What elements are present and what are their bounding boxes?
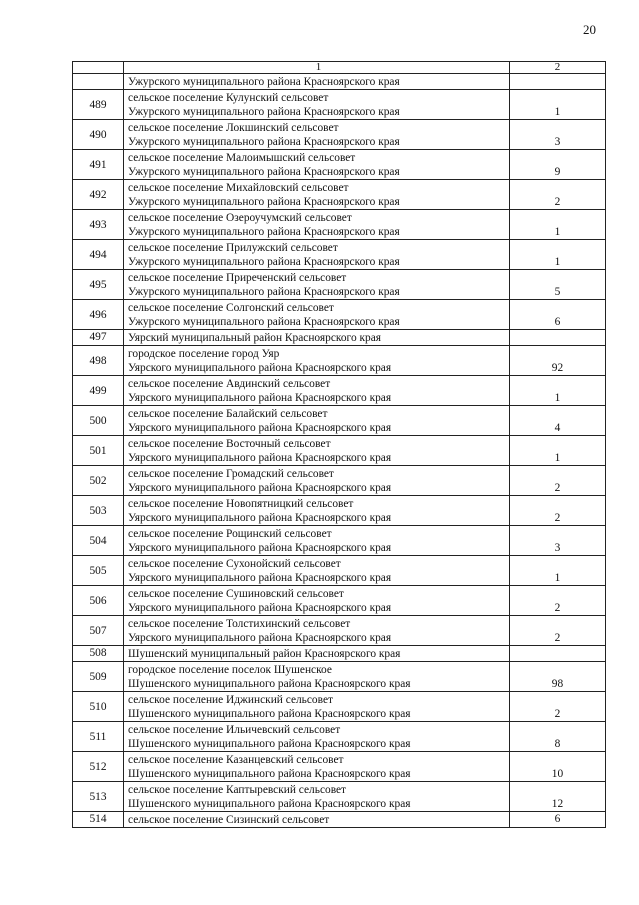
row-number-cell <box>73 300 124 330</box>
settlement-name-line: городское поселение поселок Шушенское <box>128 663 332 676</box>
row-number-cell <box>73 180 124 210</box>
row-number: 513 <box>89 790 107 803</box>
table-row <box>73 376 606 406</box>
table-row <box>73 646 606 662</box>
settlement-name-line: Ужурского муниципального района Красноярского края <box>128 105 400 118</box>
settlement-name-line: Ужурского муниципального района Красноярского края <box>128 195 400 208</box>
settlement-name-line: Уярский муниципальный район Красноярского края <box>128 331 382 344</box>
row-value: 1 <box>554 572 561 584</box>
settlement-name-line: Уярского муниципального района Красноярского края <box>128 481 392 494</box>
table-header-row <box>73 62 606 74</box>
settlement-name-cell <box>124 180 510 210</box>
row-number: 499 <box>89 384 107 397</box>
row-number: 504 <box>89 534 107 547</box>
table-row <box>73 436 606 466</box>
settlement-name-line: Ужурского муниципального района Красноярского края <box>128 75 400 88</box>
row-value: 98 <box>551 678 564 690</box>
settlement-name-line: Уярского муниципального района Красноярского края <box>128 361 392 374</box>
row-number: 507 <box>89 624 107 637</box>
table-row <box>73 466 606 496</box>
value-cell <box>510 346 606 376</box>
row-number: 514 <box>89 813 107 825</box>
value-cell <box>510 240 606 270</box>
value-cell <box>510 646 606 662</box>
row-number-cell <box>73 662 124 692</box>
value-cell <box>510 436 606 466</box>
row-value: 6 <box>554 316 561 328</box>
value-cell <box>510 270 606 300</box>
row-value: 6 <box>554 813 561 825</box>
row-value: 4 <box>554 422 561 434</box>
table-row <box>73 150 606 180</box>
value-cell <box>510 556 606 586</box>
table-row <box>73 616 606 646</box>
row-value: 1 <box>554 106 561 118</box>
value-cell <box>510 496 606 526</box>
settlement-name-cell <box>124 586 510 616</box>
row-number-cell <box>73 150 124 180</box>
row-number: 489 <box>89 98 107 111</box>
settlement-name-line: Шушенского муниципального района Красноярского края <box>128 677 411 690</box>
settlement-name-cell <box>124 692 510 722</box>
table-row <box>73 406 606 436</box>
table-row <box>73 210 606 240</box>
settlement-name-cell <box>124 662 510 692</box>
row-value: 92 <box>551 362 564 374</box>
settlement-name-cell <box>124 120 510 150</box>
settlement-name-line: сельское поселение Солгонский сельсовет <box>128 301 334 314</box>
row-number-cell <box>73 812 124 828</box>
row-value: 3 <box>554 136 561 148</box>
settlement-name-line: сельское поселение Сухонойский сельсовет <box>128 557 341 570</box>
value-cell <box>510 120 606 150</box>
row-number: 501 <box>89 444 107 457</box>
settlement-name-cell <box>124 556 510 586</box>
row-number: 511 <box>89 730 107 743</box>
table-row <box>73 556 606 586</box>
settlement-name-line: Уярского муниципального района Красноярского края <box>128 631 392 644</box>
settlement-name-line: Уярского муниципального района Красноярского края <box>128 511 392 524</box>
settlement-name-line: сельское поселение Малоимышский сельсовет <box>128 151 356 164</box>
settlement-name-line: Шушенского муниципального района Красноярского края <box>128 767 411 780</box>
row-number-cell <box>73 270 124 300</box>
value-cell <box>510 330 606 346</box>
header-cell-2: 2 <box>510 62 606 74</box>
value-cell <box>510 210 606 240</box>
row-number-cell <box>73 692 124 722</box>
value-cell <box>510 90 606 120</box>
settlement-name-cell <box>124 722 510 752</box>
settlement-name-cell <box>124 752 510 782</box>
row-number: 510 <box>89 700 107 713</box>
value-cell <box>510 616 606 646</box>
row-number-cell <box>73 406 124 436</box>
table-row <box>73 496 606 526</box>
row-number-cell <box>73 74 124 90</box>
table-row <box>73 662 606 692</box>
settlement-name-line: сельское поселение Сизинский сельсовет <box>128 813 330 826</box>
table-row <box>73 270 606 300</box>
row-number: 497 <box>89 331 107 343</box>
row-value: 2 <box>554 602 561 614</box>
row-number-cell <box>73 782 124 812</box>
settlement-name-cell <box>124 90 510 120</box>
row-number-cell <box>73 526 124 556</box>
settlement-name-line: Ужурского муниципального района Красноярского края <box>128 135 400 148</box>
settlement-name-cell <box>124 466 510 496</box>
row-number: 498 <box>89 354 107 367</box>
row-value: 2 <box>554 632 561 644</box>
row-number: 492 <box>89 188 107 201</box>
settlement-name-line: сельское поселение Авдинский сельсовет <box>128 377 331 390</box>
page-number: 20 <box>583 22 596 37</box>
row-number: 500 <box>89 414 107 427</box>
settlement-name-line: сельское поселение Толстихинский сельсовет <box>128 617 351 630</box>
settlement-name-cell <box>124 300 510 330</box>
value-cell <box>510 376 606 406</box>
settlement-name-line: Ужурского муниципального района Красноярского края <box>128 165 400 178</box>
row-number: 512 <box>89 760 107 773</box>
table-row <box>73 722 606 752</box>
row-number: 496 <box>89 308 107 321</box>
settlement-name-line: сельское поселение Иджинский сельсовет <box>128 693 333 706</box>
row-number: 495 <box>89 278 107 291</box>
settlement-name-line: сельское поселение Михайловский сельсовет <box>128 181 349 194</box>
value-cell <box>510 466 606 496</box>
settlement-name-line: Уярского муниципального района Красноярского края <box>128 571 392 584</box>
table-row <box>73 330 606 346</box>
row-number-cell <box>73 556 124 586</box>
settlement-name-cell <box>124 376 510 406</box>
row-number-cell <box>73 376 124 406</box>
row-number-cell <box>73 120 124 150</box>
row-number-cell <box>73 466 124 496</box>
value-cell <box>510 812 606 828</box>
row-number-cell <box>73 210 124 240</box>
header-cell-number <box>73 62 124 74</box>
row-value: 2 <box>554 196 561 208</box>
value-cell <box>510 782 606 812</box>
row-number-cell <box>73 646 124 662</box>
row-number: 502 <box>89 474 107 487</box>
table-row <box>73 74 606 90</box>
settlement-name-cell <box>124 782 510 812</box>
row-number: 503 <box>89 504 107 517</box>
row-number: 491 <box>89 158 107 171</box>
row-number: 508 <box>89 647 107 659</box>
value-cell <box>510 180 606 210</box>
settlement-name-cell <box>124 496 510 526</box>
row-value: 5 <box>554 286 561 298</box>
settlement-name-line: сельское поселение Кулунский сельсовет <box>128 91 329 104</box>
settlement-name-line: сельское поселение Ильичевский сельсовет <box>128 723 341 736</box>
row-value: 10 <box>551 768 564 780</box>
row-value: 1 <box>554 256 561 268</box>
row-value: 8 <box>554 738 561 750</box>
row-value: 2 <box>554 482 561 494</box>
row-number: 509 <box>89 670 107 683</box>
header-cell-1: 1 <box>124 62 510 74</box>
settlements-table <box>72 61 606 828</box>
settlement-name-line: сельское поселение Озероучумский сельсовет <box>128 211 352 224</box>
settlement-name-line: сельское поселение Балайский сельсовет <box>128 407 328 420</box>
settlement-name-line: сельское поселение Прилужский сельсовет <box>128 241 338 254</box>
settlement-name-line: Уярского муниципального района Красноярского края <box>128 601 392 614</box>
settlement-name-line: Шушенский муниципальный район Красноярского края <box>128 647 401 660</box>
settlement-name-line: Ужурского муниципального района Красноярского края <box>128 255 400 268</box>
table-row <box>73 752 606 782</box>
row-number: 490 <box>89 128 107 141</box>
settlement-name-line: Ужурского муниципального района Красноярского края <box>128 315 400 328</box>
value-cell <box>510 722 606 752</box>
row-number: 493 <box>89 218 107 231</box>
settlement-name-line: сельское поселение Сушиновский сельсовет <box>128 587 344 600</box>
table-row <box>73 300 606 330</box>
settlement-name-line: сельское поселение Рощинский сельсовет <box>128 527 332 540</box>
settlement-name-cell <box>124 812 510 828</box>
row-number-cell <box>73 586 124 616</box>
settlement-name-line: сельское поселение Локшинский сельсовет <box>128 121 339 134</box>
settlement-name-line: Уярского муниципального района Красноярского края <box>128 451 392 464</box>
settlement-name-line: Ужурского муниципального района Красноярского края <box>128 225 400 238</box>
settlement-name-line: Ужурского муниципального района Красноярского края <box>128 285 400 298</box>
settlement-name-cell <box>124 526 510 556</box>
settlement-name-line: сельское поселение Восточный сельсовет <box>128 437 331 450</box>
row-value: 9 <box>554 166 561 178</box>
table-row <box>73 90 606 120</box>
table-row <box>73 586 606 616</box>
row-number-cell <box>73 436 124 466</box>
settlement-name-cell <box>124 646 510 662</box>
settlement-name-cell <box>124 330 510 346</box>
settlement-name-line: сельское поселение Каптыревский сельсовет <box>128 783 347 796</box>
row-value: 1 <box>554 226 561 238</box>
row-number-cell <box>73 346 124 376</box>
value-cell <box>510 662 606 692</box>
table-row <box>73 180 606 210</box>
settlement-name-cell <box>124 210 510 240</box>
settlement-name-cell <box>124 616 510 646</box>
row-number-cell <box>73 240 124 270</box>
row-value: 1 <box>554 452 561 464</box>
value-cell <box>510 150 606 180</box>
table-row <box>73 692 606 722</box>
row-number-cell <box>73 330 124 346</box>
row-value: 2 <box>554 708 561 720</box>
value-cell <box>510 300 606 330</box>
settlement-name-cell <box>124 346 510 376</box>
settlement-name-cell <box>124 436 510 466</box>
row-number-cell <box>73 752 124 782</box>
row-number: 506 <box>89 594 107 607</box>
settlement-name-line: сельское поселение Приреченский сельсовет <box>128 271 347 284</box>
row-number: 494 <box>89 248 107 261</box>
table-row <box>73 782 606 812</box>
table-row <box>73 346 606 376</box>
row-value: 2 <box>554 512 561 524</box>
table-row <box>73 240 606 270</box>
value-cell <box>510 406 606 436</box>
table-row <box>73 526 606 556</box>
settlement-name-line: Шушенского муниципального района Красноярского края <box>128 797 411 810</box>
settlement-name-line: Шушенского муниципального района Красноярского края <box>128 737 411 750</box>
value-cell <box>510 526 606 556</box>
settlement-name-cell <box>124 406 510 436</box>
settlement-name-line: Шушенского муниципального района Красноярского края <box>128 707 411 720</box>
settlement-name-line: Уярского муниципального района Красноярского края <box>128 421 392 434</box>
row-value: 1 <box>554 392 561 404</box>
settlement-name-line: сельское поселение Казанцевский сельсовет <box>128 753 344 766</box>
row-number-cell <box>73 496 124 526</box>
table-row <box>73 120 606 150</box>
row-value: 12 <box>551 798 564 810</box>
row-number-cell <box>73 722 124 752</box>
row-number-cell <box>73 616 124 646</box>
value-cell <box>510 752 606 782</box>
value-cell <box>510 74 606 90</box>
settlement-name-cell <box>124 270 510 300</box>
row-number-cell <box>73 90 124 120</box>
row-value: 3 <box>554 542 561 554</box>
settlement-name-cell <box>124 240 510 270</box>
settlement-name-line: сельское поселение Новопятницкий сельсовет <box>128 497 354 510</box>
row-number: 505 <box>89 564 107 577</box>
settlement-name-cell <box>124 74 510 90</box>
value-cell <box>510 692 606 722</box>
settlement-name-cell <box>124 150 510 180</box>
value-cell <box>510 586 606 616</box>
settlement-name-line: Уярского муниципального района Красноярского края <box>128 391 392 404</box>
settlement-name-line: Уярского муниципального района Красноярского края <box>128 541 392 554</box>
settlement-name-line: городское поселение город Уяр <box>128 347 280 360</box>
settlement-name-line: сельское поселение Громадский сельсовет <box>128 467 334 480</box>
table-row <box>73 812 606 828</box>
